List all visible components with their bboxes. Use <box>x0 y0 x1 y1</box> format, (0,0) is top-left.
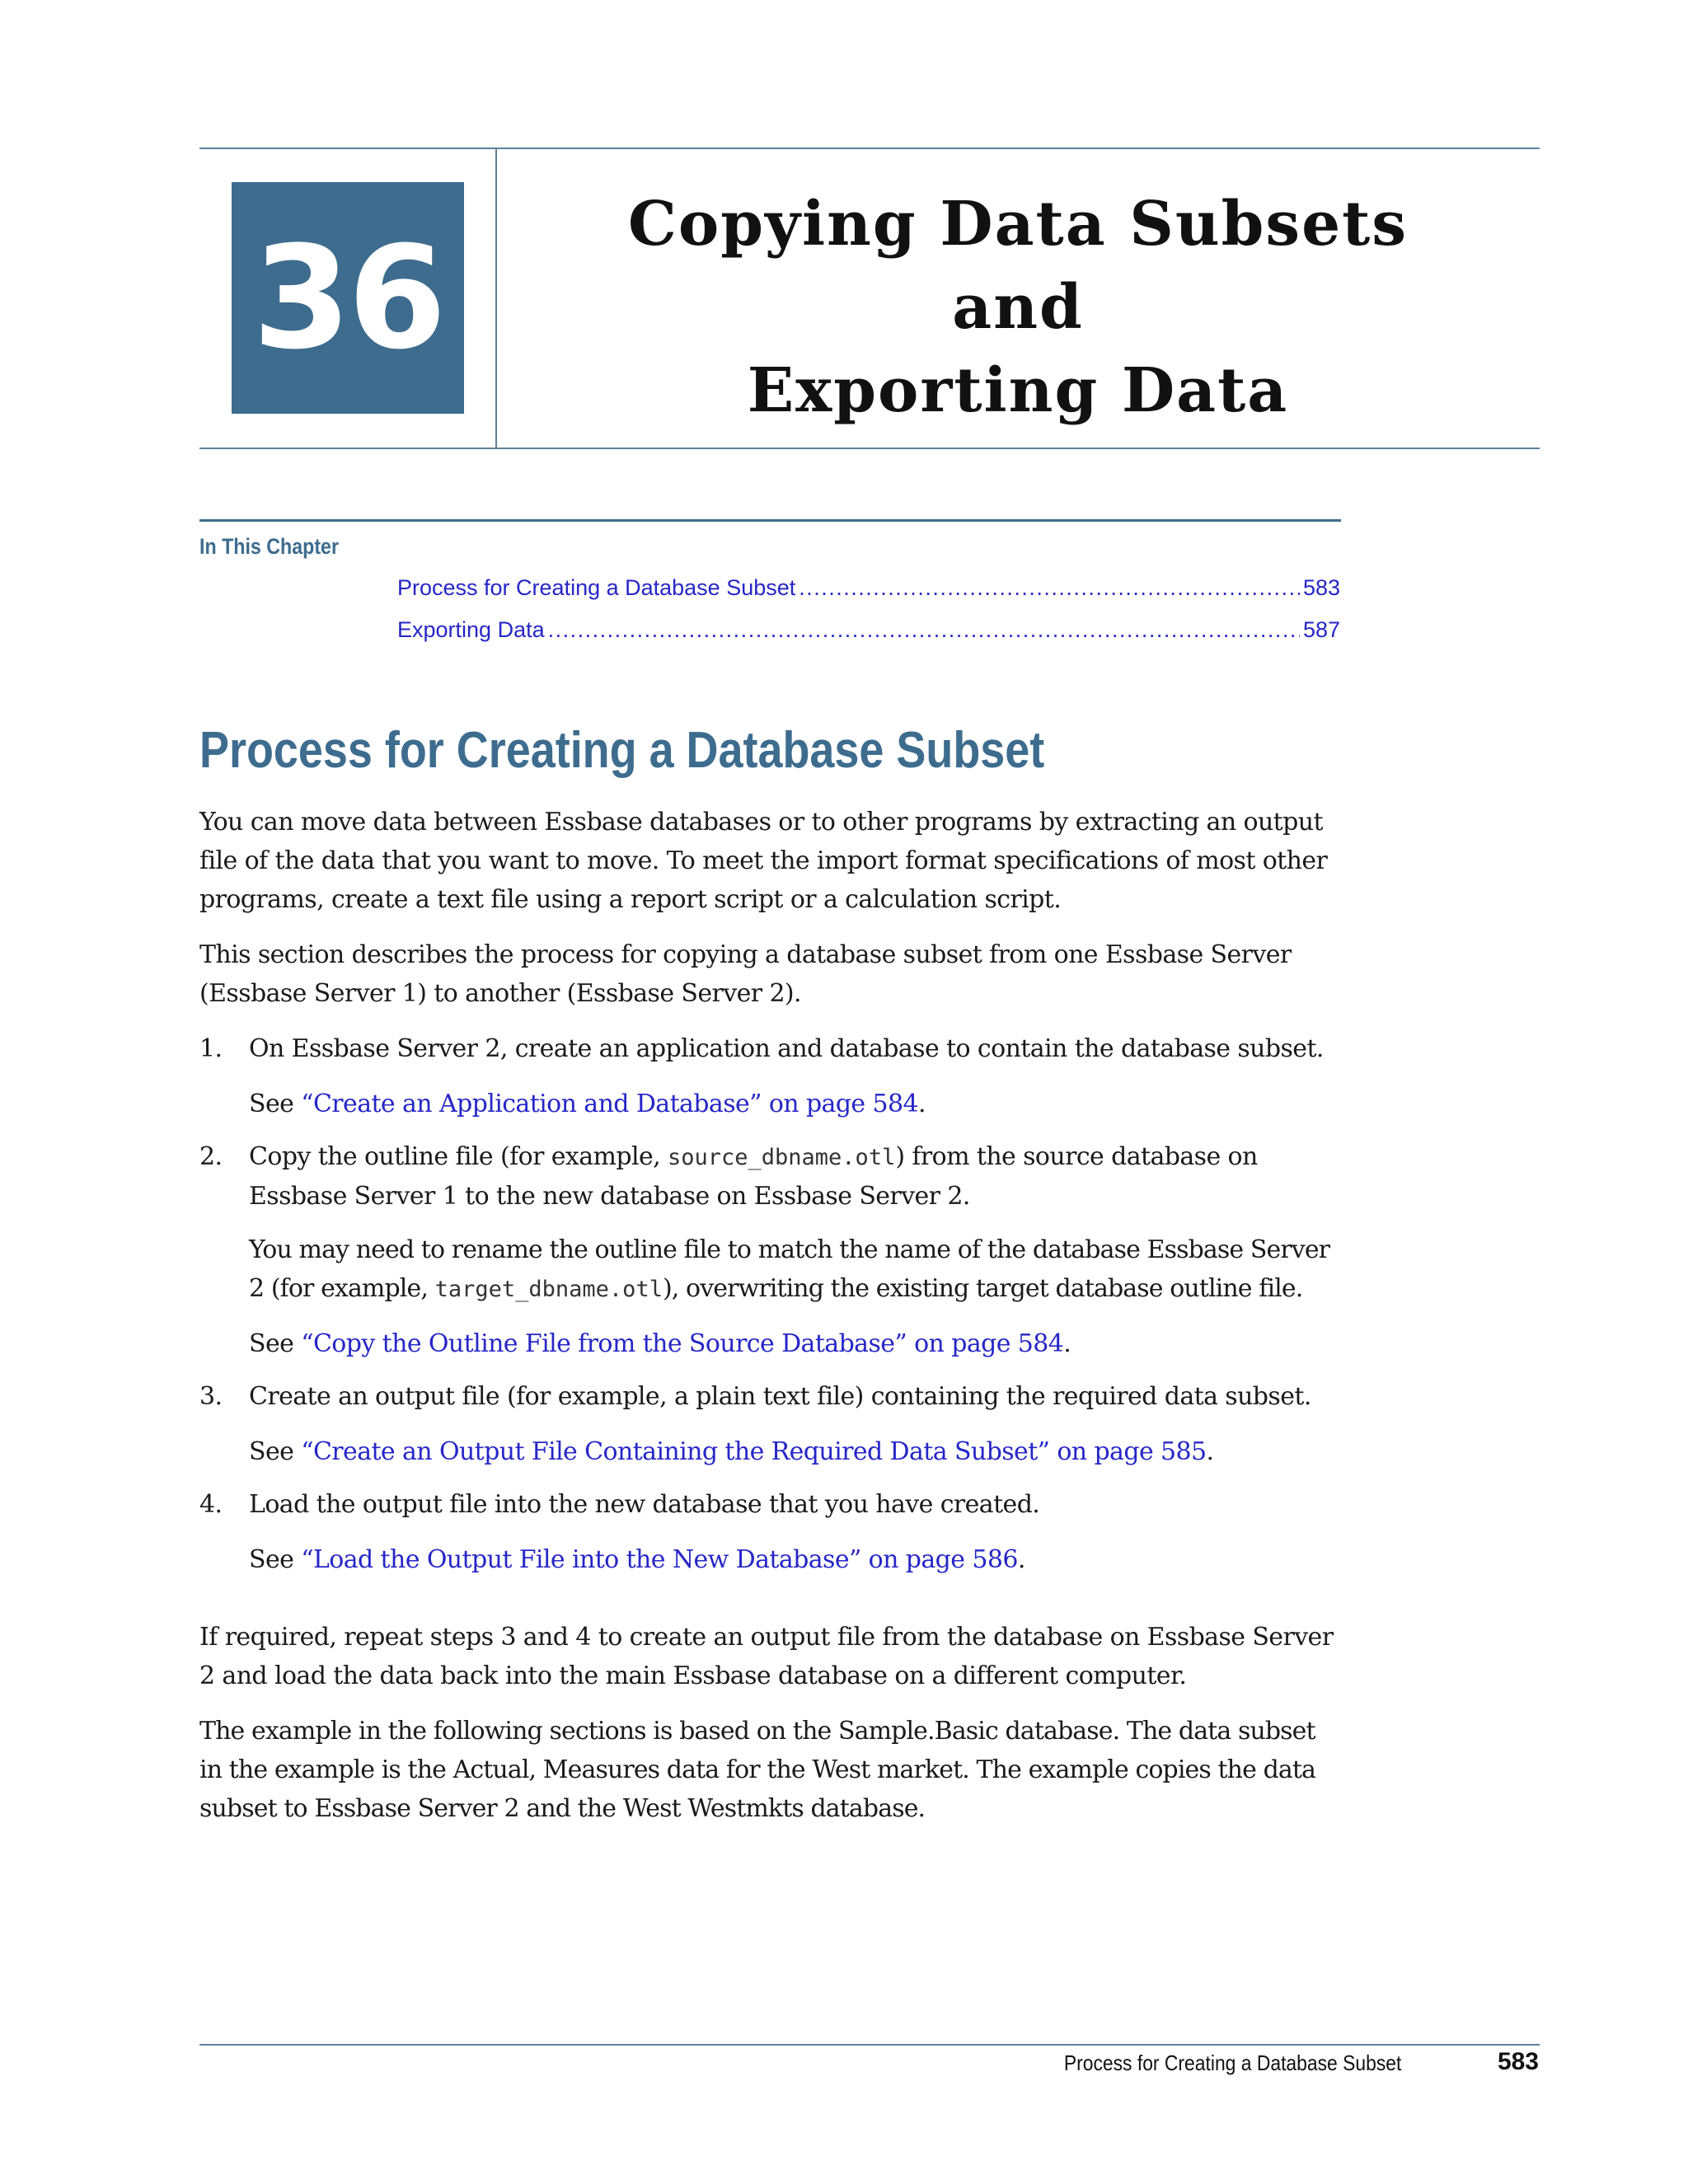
step-text <box>249 1137 1341 1216</box>
footer-page-number: 583 <box>1497 2048 1539 2075</box>
step-text: Create an output file (for example, a plain text file) containing the required data subset. <box>249 1382 1311 1411</box>
paragraph <box>199 1618 1341 1695</box>
toc-entry-page[interactable]: 583 <box>1302 575 1340 600</box>
chapter-number: 36 <box>252 215 443 381</box>
chapter-number-badge <box>232 182 464 414</box>
step-see-line <box>199 1085 1341 1123</box>
toc-leader-dots <box>799 575 1300 601</box>
see-suffix: . <box>1017 1545 1025 1574</box>
footer-running-title: Process for Creating a Database Subset <box>1063 2050 1401 2075</box>
toc-entry[interactable] <box>397 575 1340 607</box>
footer-rule <box>199 2044 1540 2046</box>
see-suffix: . <box>918 1090 926 1118</box>
step-item <box>199 1377 1341 1416</box>
step-item <box>199 1485 1341 1524</box>
step-text: Load the output file into the new database that you have created. <box>249 1490 1040 1519</box>
chapter-title <box>577 183 1459 433</box>
step-see-line <box>199 1324 1341 1363</box>
paragraph-text: You can move data between Essbase databases or to other programs by extracting an output file of the data that you want to move. To meet the import format specifications of most other programs, create a text file using a report script or a calculation script. <box>199 808 1328 914</box>
paragraph-text: The example in the following sections is based on the Sample.Basic database. The data subset in the example is the Actual, Measures data for the West market. The example copies the data subset to Essbase Server 2 and the West Westmkts database. <box>199 1717 1316 1823</box>
paragraph <box>199 803 1341 919</box>
toc-top-rule <box>199 519 1341 522</box>
step-see-line <box>199 1540 1341 1579</box>
cross-reference-link[interactable]: “Create an Application and Database” on page 584 <box>301 1090 918 1118</box>
step-number: 4. <box>199 1490 223 1519</box>
step-note-text <box>249 1230 1341 1309</box>
section-heading: Process for Creating a Database Subset <box>199 722 1045 779</box>
step-item <box>199 1137 1341 1215</box>
chapter-title-line1: Copying Data Subsets and <box>628 189 1408 343</box>
step-note <box>199 1230 1341 1308</box>
see-reference <box>249 1540 1341 1579</box>
note-text-part: You may need to rename the outline file to match the name of the database Essbase Server 2 (for example, <box>249 1235 1330 1303</box>
header-bottom-rule <box>199 448 1540 449</box>
step-number: 2. <box>199 1142 223 1171</box>
header-top-rule <box>199 148 1540 149</box>
paragraph-text: This section describes the process for copying a database subset from one Essbase Server (Essbase Server 1) to another (Essbase Server 2). <box>199 940 1292 1008</box>
see-prefix: See <box>249 1090 302 1118</box>
see-reference <box>249 1324 1341 1363</box>
cross-reference-link[interactable]: “Load the Output File into the New Database” on page 586 <box>301 1545 1018 1574</box>
see-prefix: See <box>249 1437 302 1466</box>
paragraph-text: If required, repeat steps 3 and 4 to create an output file from the database on Essbase Server 2 and load the data back into the main Essbase database on a different computer. <box>199 1623 1334 1690</box>
paragraph <box>199 935 1341 1013</box>
note-text-part: ), overwriting the existing target database outline file. <box>662 1274 1303 1303</box>
toc-entry-title[interactable]: Exporting Data <box>397 617 545 642</box>
paragraph <box>199 1712 1341 1828</box>
step-text-part: ) from the source database on Essbase Server 1 to the new database on Essbase Server 2. <box>249 1142 1258 1211</box>
toc-entry-page[interactable]: 587 <box>1302 617 1340 642</box>
step-number: 3. <box>199 1382 223 1411</box>
step-item <box>199 1029 1341 1068</box>
in-this-chapter-label: In This Chapter <box>199 534 340 559</box>
chapter-title-line2: Exporting Data <box>747 355 1289 426</box>
step-see-line <box>199 1432 1341 1471</box>
toc-entry-title[interactable]: Process for Creating a Database Subset <box>397 575 796 600</box>
step-text: On Essbase Server 2, create an application and database to contain the database subset. <box>249 1034 1324 1063</box>
toc-entry[interactable] <box>397 617 1340 649</box>
see-suffix: . <box>1063 1329 1071 1358</box>
see-suffix: . <box>1206 1437 1214 1466</box>
see-reference <box>249 1085 1341 1123</box>
header-divider <box>495 148 497 448</box>
filename-code: target_dbname.otl <box>434 1277 663 1302</box>
see-prefix: See <box>249 1329 302 1358</box>
see-reference <box>249 1432 1341 1471</box>
see-prefix: See <box>249 1545 302 1574</box>
cross-reference-link[interactable]: “Copy the Outline File from the Source Database” on page 584 <box>301 1329 1064 1358</box>
cross-reference-link[interactable]: “Create an Output File Containing the Required Data Subset” on page 585 <box>301 1437 1207 1466</box>
toc-leader-dots <box>548 617 1300 643</box>
step-text-part: Copy the outline file (for example, <box>249 1142 668 1171</box>
filename-code: source_dbname.otl <box>667 1145 896 1170</box>
step-number: 1. <box>199 1034 223 1063</box>
